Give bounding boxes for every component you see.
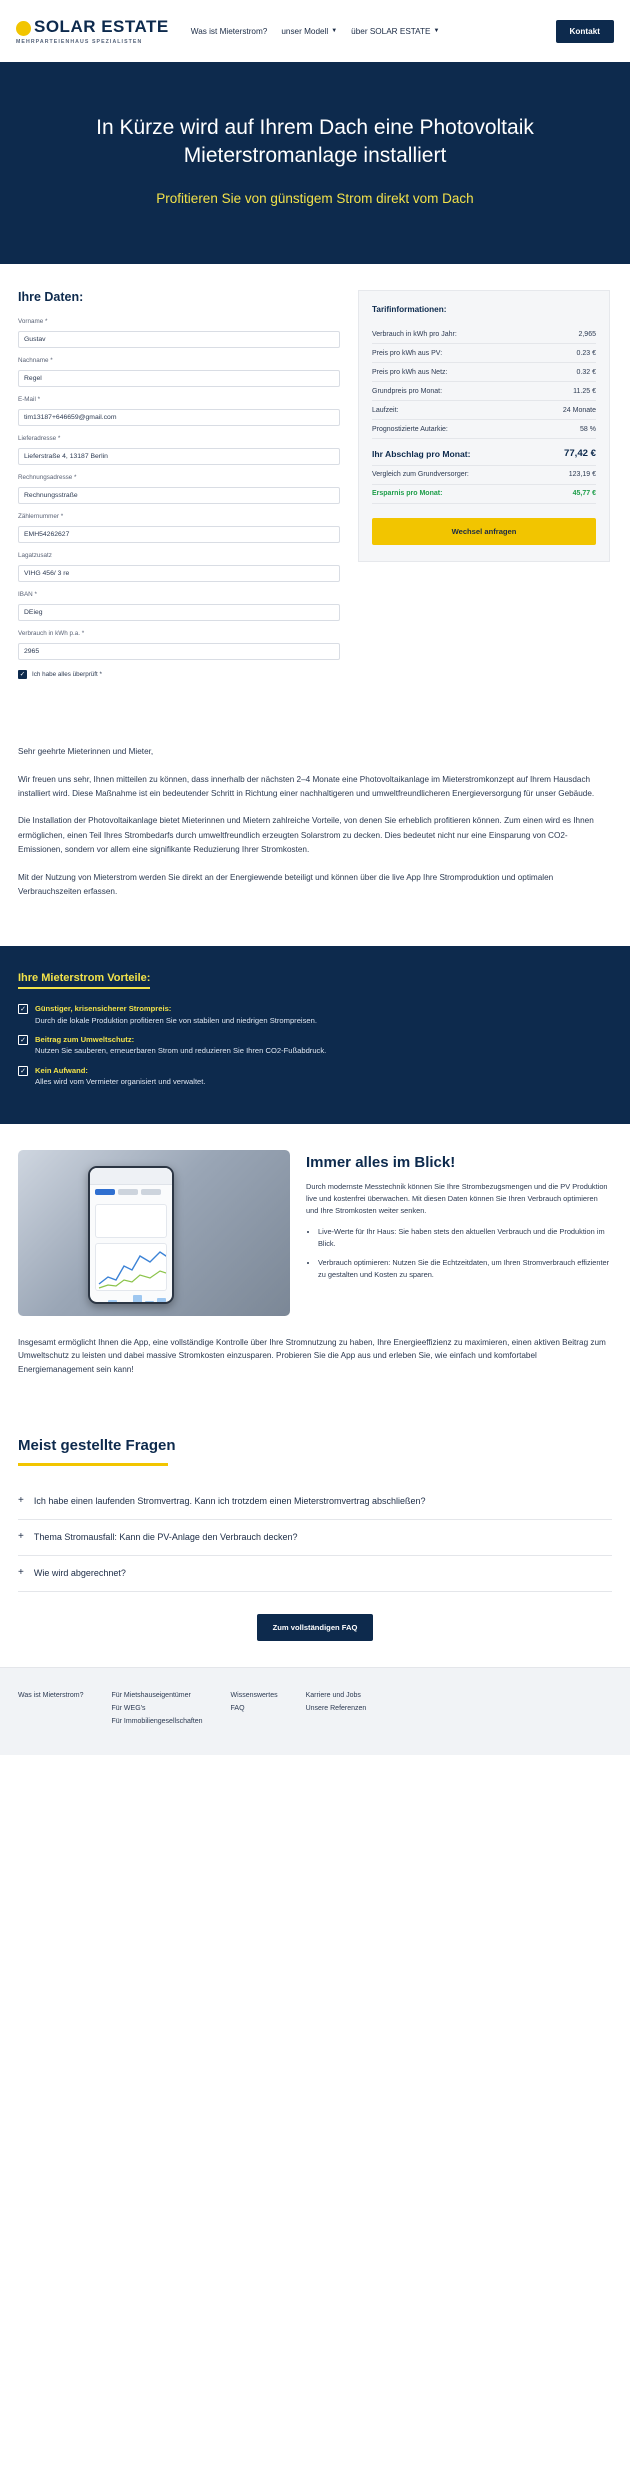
chevron-down-icon: ▼ bbox=[433, 28, 440, 34]
letter-paragraph: Mit der Nutzung von Mieterstrom werden Sie direkt an der Energiewende beteiligt und können über die live App Ihre Stromproduktion und optimalen Verbrauchszeiten erfassen. bbox=[18, 872, 554, 896]
field-lagezusatz bbox=[18, 552, 340, 582]
footer-column-3 bbox=[231, 1690, 278, 1729]
tariff-panel bbox=[358, 290, 610, 562]
phone-statusbar bbox=[90, 1168, 172, 1185]
advantage-text bbox=[35, 1003, 317, 1026]
check-icon: ✓ bbox=[18, 1035, 28, 1045]
input-vorname[interactable] bbox=[18, 331, 340, 348]
tariff-saving-value: 45,77 € bbox=[572, 490, 596, 498]
faq-question: Ich habe einen laufenden Stromvertrag. Kann ich trotzdem einen Mieterstromvertrag abschließen? bbox=[33, 1496, 426, 1507]
nav-label: Was ist Mieterstrom? bbox=[190, 26, 268, 36]
app-section bbox=[0, 1124, 630, 1332]
phone-summary-card bbox=[95, 1204, 167, 1238]
footer-link[interactable]: Wissenswertes bbox=[230, 1692, 278, 1700]
tariff-total-row bbox=[372, 439, 596, 466]
tariff-row bbox=[372, 344, 596, 363]
footer-link[interactable]: Karriere und Jobs bbox=[305, 1692, 361, 1700]
customer-form bbox=[18, 290, 340, 679]
footer-link[interactable]: Für WEG's bbox=[111, 1705, 146, 1713]
label-vorname: Vorname * bbox=[18, 318, 48, 326]
field-rechnungsadresse bbox=[18, 474, 340, 504]
hero-banner bbox=[0, 62, 630, 264]
footer-link[interactable]: Unsere Referenzen bbox=[305, 1705, 367, 1713]
footer-link[interactable]: Was ist Mieterstrom? bbox=[18, 1692, 84, 1700]
request-switch-button[interactable]: Wechsel anfragen bbox=[372, 518, 596, 545]
app-bullets bbox=[318, 1226, 612, 1280]
app-note: Insgesamt ermöglicht Ihnen die App, eine vollständige Kontrolle über Ihre Stromnutzung zu haben, Ihre Energieeffizienz zu maximieren, einen aktiven Beitrag zum Umweltschutz zu leisten und dabei massive Stromkosten einzusparen. Probieren Sie die App aus und erleben Sie, wie einfach und komfortabel Energiemanagement sein kann! bbox=[18, 1337, 606, 1375]
tariff-value: 58 % bbox=[580, 425, 596, 433]
app-hero-image bbox=[18, 1150, 290, 1316]
confirm-checkbox-label: Ich habe alles überprüft * bbox=[32, 671, 103, 679]
tariff-value: 11.25 € bbox=[573, 387, 596, 395]
label-zaehlernummer: Zählernummer * bbox=[18, 513, 64, 521]
app-copy bbox=[306, 1150, 612, 1288]
input-verbrauch[interactable] bbox=[18, 643, 340, 660]
logo-tagline: MEHRPARTEIENHAUS SPEZIALISTEN bbox=[16, 39, 143, 45]
input-zaehlernummer[interactable] bbox=[18, 526, 340, 543]
phone-tabs bbox=[90, 1185, 172, 1199]
label-iban: IBAN * bbox=[18, 591, 37, 599]
confirm-checkbox-row[interactable] bbox=[18, 670, 340, 679]
logo-wordmark bbox=[16, 17, 169, 37]
tariff-label: Laufzeit: bbox=[372, 406, 399, 414]
tariff-total-value: 77,42 € bbox=[563, 448, 596, 460]
footer-column-2 bbox=[111, 1690, 202, 1729]
letter-section bbox=[0, 709, 630, 946]
advantage-desc: Alles wird vom Vermieter organisiert und verwaltet. bbox=[35, 1077, 206, 1087]
label-rechnungsadresse: Rechnungsadresse * bbox=[18, 474, 77, 482]
advantage-item bbox=[18, 1065, 612, 1088]
check-icon: ✓ bbox=[18, 1066, 28, 1076]
field-nachname bbox=[18, 357, 340, 387]
faq-item[interactable] bbox=[18, 1484, 612, 1520]
input-email[interactable] bbox=[18, 409, 340, 426]
app-bullet: • Verbrauch optimieren: Nutzen Sie die Echtzeitdaten, um Ihren Stromverbrauch effizienter zu gestalten und Kosten zu sparen. bbox=[318, 1257, 612, 1281]
advantage-text bbox=[35, 1034, 326, 1057]
site-header bbox=[0, 0, 630, 62]
nav-label: unser Modell bbox=[281, 26, 329, 36]
nav-label: über SOLAR ESTATE bbox=[351, 26, 431, 36]
label-email: E-Mail * bbox=[18, 396, 41, 404]
field-lieferadresse bbox=[18, 435, 340, 465]
tariff-row bbox=[372, 325, 596, 344]
field-verbrauch bbox=[18, 630, 340, 660]
letter-paragraph: Wir freuen uns sehr, Ihnen mitteilen zu können, dass innerhalb der nächsten 2–4 Monate eine Photovoltaikanlage im Mieterstromkonzept auf Ihrem Hausdach installiert wird. Diese Maßnahme ist ein bedeutender Schritt in Richtung einer nachhaltigeren und umweltfreundlicheren Energieversorgung für unser Gebäude. bbox=[18, 774, 595, 799]
faq-title: Meist gestellte Fragen bbox=[18, 1437, 176, 1455]
faq-item[interactable] bbox=[18, 1520, 612, 1556]
phone-mockup bbox=[88, 1166, 174, 1304]
full-faq-button[interactable]: Zum vollständigen FAQ bbox=[257, 1614, 374, 1641]
plus-icon[interactable]: + bbox=[18, 1531, 24, 1543]
tariff-compare-label: Vergleich zum Grundversorger: bbox=[372, 471, 469, 479]
logo[interactable] bbox=[16, 17, 169, 45]
faq-question: Thema Stromausfall: Kann die PV-Anlage den Verbrauch decken? bbox=[33, 1532, 298, 1543]
advantage-title: Günstiger, krisensicherer Strompreis: bbox=[35, 1004, 172, 1014]
tariff-compare-row bbox=[372, 466, 596, 485]
tariff-row bbox=[372, 382, 596, 401]
check-icon: ✓ bbox=[18, 1004, 28, 1014]
field-zaehlernummer bbox=[18, 513, 340, 543]
letter-paragraph: Sehr geehrte Mieterinnen und Mieter, bbox=[18, 747, 154, 757]
footer-link[interactable]: Für Mietshauseigentümer bbox=[111, 1692, 191, 1700]
line-chart-icon bbox=[96, 1244, 167, 1291]
footer-link[interactable]: FAQ bbox=[230, 1705, 245, 1713]
tariff-row bbox=[372, 420, 596, 439]
input-lagezusatz[interactable] bbox=[18, 565, 340, 582]
tariff-saving-row bbox=[372, 485, 596, 504]
field-email bbox=[18, 396, 340, 426]
site-footer bbox=[0, 1667, 630, 1755]
tariff-value: 0.32 € bbox=[576, 368, 596, 376]
phone-tab bbox=[141, 1189, 161, 1195]
tariff-label: Verbrauch in kWh pro Jahr: bbox=[372, 330, 457, 338]
footer-link[interactable]: Für Immobiliengesellschaften bbox=[111, 1718, 203, 1726]
nav-item-ueber[interactable] bbox=[351, 27, 439, 36]
faq-item[interactable] bbox=[18, 1556, 612, 1592]
tariff-label: Preis pro kWh aus PV: bbox=[372, 349, 443, 357]
tariff-value: 2,965 bbox=[578, 330, 596, 338]
tariff-compare-value: 123,19 € bbox=[568, 471, 596, 479]
logo-text: SOLAR ESTATE bbox=[34, 17, 169, 36]
app-note-section bbox=[0, 1332, 630, 1408]
label-nachname: Nachname * bbox=[18, 357, 53, 365]
advantage-item bbox=[18, 1034, 612, 1057]
footer-column-4 bbox=[306, 1690, 367, 1729]
input-lieferadresse[interactable] bbox=[18, 448, 340, 465]
advantage-title: Beitrag zum Umweltschutz: bbox=[35, 1034, 135, 1044]
hero-subtitle: Profitieren Sie von günstigem Strom direkt vom Dach bbox=[156, 191, 474, 207]
footer-column-1 bbox=[18, 1690, 83, 1729]
hero-title: In Kürze wird auf Ihrem Dach eine Photovoltaik Mieterstromanlage installiert bbox=[96, 116, 534, 167]
phone-tab-active bbox=[95, 1189, 115, 1195]
tariff-label: Preis pro kWh aus Netz: bbox=[372, 368, 448, 376]
app-intro: Durch modernste Messtechnik können Sie Ihre Strombezugsmengen und die PV Produktion live und kostenfrei überwachen. Mit diesen Daten können Sie Ihren Verbrauch optimieren und Ihre Stromkosten weiter senken. bbox=[306, 1181, 608, 1215]
form-title: Ihre Daten: bbox=[18, 290, 84, 305]
tariff-row bbox=[372, 363, 596, 382]
label-lagezusatz: Lagatzusatz bbox=[18, 552, 52, 560]
plus-icon[interactable]: + bbox=[18, 1567, 24, 1579]
advantage-item bbox=[18, 1003, 612, 1026]
label-verbrauch: Verbrauch in kWh p.a. * bbox=[18, 630, 85, 638]
faq-title-underline bbox=[18, 1463, 168, 1466]
contact-button[interactable]: Kontakt bbox=[556, 20, 614, 43]
advantage-desc: Durch die lokale Produktion profitieren Sie von stabilen und niedrigen Strompreisen. bbox=[35, 1015, 317, 1025]
label-lieferadresse: Lieferadresse * bbox=[18, 435, 61, 443]
tariff-label: Prognostizierte Autarkie: bbox=[372, 425, 448, 433]
advantage-text bbox=[35, 1065, 206, 1088]
checkbox-checked-icon[interactable]: ✓ bbox=[19, 670, 26, 678]
chevron-down-icon: ▼ bbox=[331, 28, 338, 34]
app-title: Immer alles im Blick! bbox=[306, 1153, 456, 1171]
form-section bbox=[0, 264, 630, 709]
advantage-title: Kein Aufwand: bbox=[35, 1065, 88, 1075]
tariff-row bbox=[372, 401, 596, 420]
nav-item-modell[interactable] bbox=[281, 27, 337, 36]
app-bullet: • Live-Werte für Ihr Haus: Sie haben stets den aktuellen Verbrauch und die Produktion im Blick. bbox=[318, 1226, 612, 1250]
phone-bar-chart bbox=[96, 1295, 166, 1304]
letter-paragraph: Die Installation der Photovoltaikanlage bietet Mieterinnen und Mietern zahlreiche Vorteile, von denen Sie erheblich profitieren können. Zum einen wird es Ihnen ermöglichen, einen Teil Ihres Strombedarfs durch umweltfreundlich erzeugten Solarstrom zu decken. Dies bedeutet nicht nur eine Einsparung von CO2-Emissionen, sondern vor allem eine signifikante Reduzierung Ihrer Stromkosten. bbox=[18, 816, 594, 855]
main-nav bbox=[191, 27, 440, 36]
input-iban[interactable] bbox=[18, 604, 340, 621]
sun-icon bbox=[16, 21, 31, 36]
tariff-total-label: Ihr Abschlag pro Monat: bbox=[372, 448, 471, 459]
input-rechnungsadresse[interactable] bbox=[18, 487, 340, 504]
advantages-title: Ihre Mieterstrom Vorteile: bbox=[18, 972, 150, 989]
tariff-label: Grundpreis pro Monat: bbox=[372, 387, 443, 395]
phone-tab bbox=[118, 1189, 138, 1195]
phone-line-chart bbox=[95, 1243, 167, 1291]
nav-item-mieterstrom[interactable] bbox=[191, 27, 268, 36]
faq-question: Wie wird abgerechnet? bbox=[33, 1568, 126, 1579]
input-nachname[interactable] bbox=[18, 370, 340, 387]
faq-section bbox=[0, 1407, 630, 1667]
field-vorname bbox=[18, 318, 340, 348]
tariff-value: 0.23 € bbox=[576, 349, 596, 357]
tariff-title: Tarifinformationen: bbox=[372, 305, 447, 315]
advantage-desc: Nutzen Sie sauberen, erneuerbaren Strom und reduzieren Sie Ihren CO2-Fußabdruck. bbox=[35, 1046, 327, 1056]
advantages-section bbox=[0, 946, 630, 1123]
field-iban bbox=[18, 591, 340, 621]
plus-icon[interactable]: + bbox=[18, 1495, 24, 1507]
tariff-saving-label: Ersparnis pro Monat: bbox=[372, 490, 443, 498]
tariff-value: 24 Monate bbox=[562, 406, 596, 414]
